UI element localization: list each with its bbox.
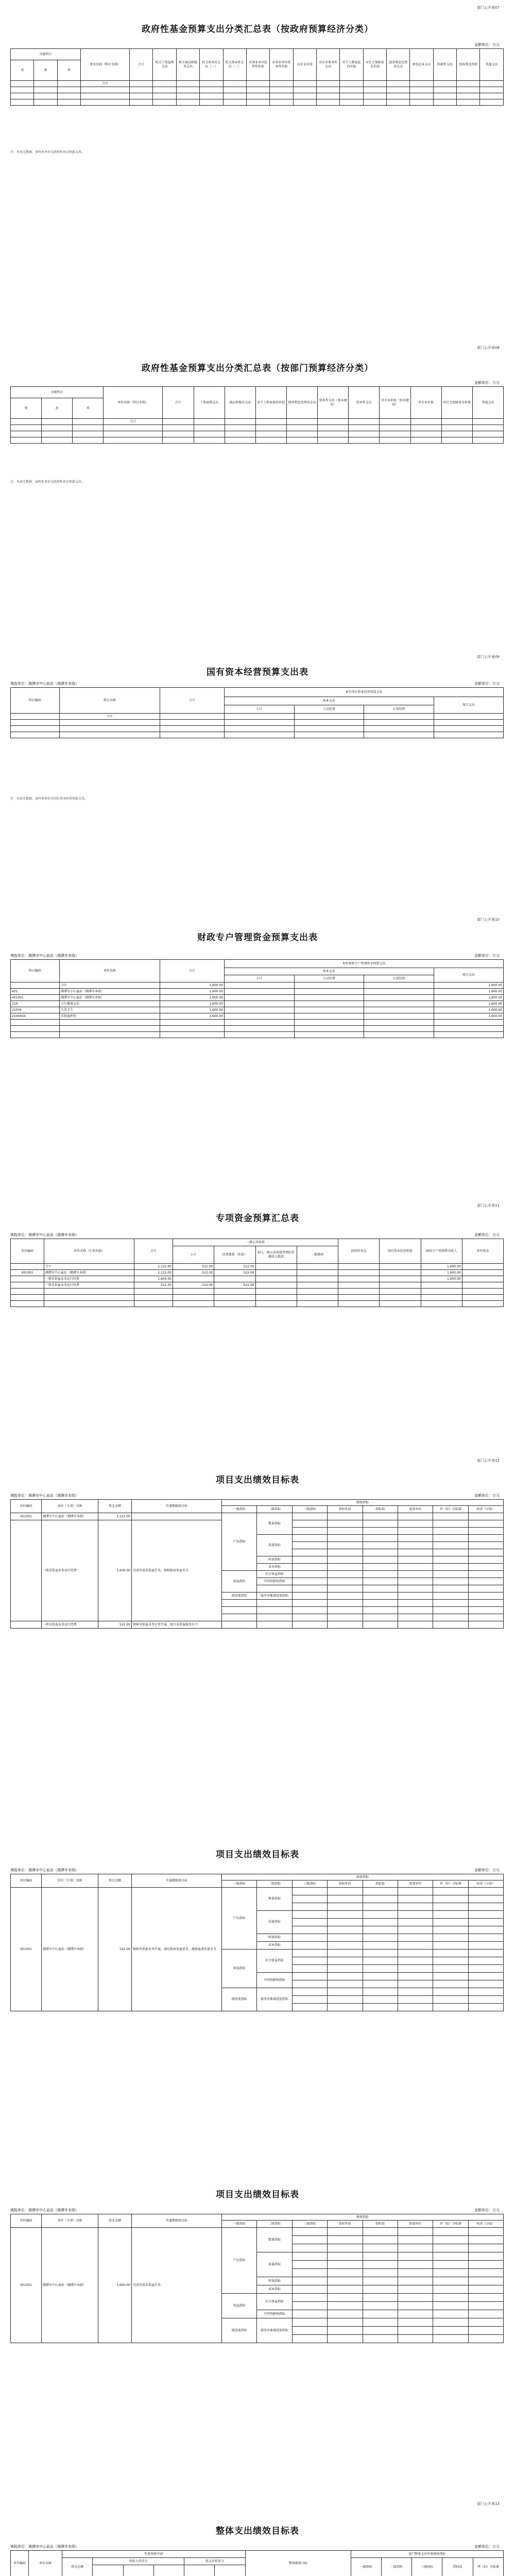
unit-name: 填报单位：湘潭市中心血站（湘潭市本级） (10, 1494, 79, 1498)
sheet-number: 部门公开表07 (477, 6, 500, 10)
project-perf-table-1: 单位编码 单位（专项）名称 资金金额 实施期绩效目标 绩效指标 一级指标 二级指标 三级指标 指标性质 指标值 度量单位 评（扣）分标准 权重（分值） 451001 湘潭市中心血站（湘潭市本级） 2,122.00 产出指标 数量指标 一般采供血业务运行经费 1,600.00 完成年度采供血任务，保障临床用血安全 质量指标 时效指标 成本指标 效益指标 社会效益指标 可持续影响指标 满意度指标 服务对象满意度指标 一般采供血业务运行经费 522.00 保障采供血业务正常开展，提升采供血服务水平 (10, 1499, 504, 1629)
sheet-number: 部门公开表08 (477, 346, 500, 350)
unit-label: 金额单位：万元 (474, 1494, 500, 1498)
page-title: 政府性基金预算支出分类汇总表（按政府预算经济分类） (142, 24, 373, 35)
unit-name: 填报单位：湘潭市中心血站（湘潭市本级） (10, 2208, 79, 2212)
table-row: 451001 湘潭市中心血站（湘潭市本级） 2,122.00 522.00 522.00 1,600.00 (11, 1270, 504, 1276)
project-perf-table-2: 单位编码 单位（专项）名称 资金金额 实施期绩效目标 绩效指标 一级指标 二级指标 三级指标 指标性质 指标值 度量单位 评（扣）分标准 权重（分值） 451001 湘潭市中心血站（湘潭市本级） 522.00 保障采供血业务开展，满足临床用血需求，确保血液质量安全 产出指标 数量指标 质量指标 时效指标 成本指标 效益指标 社会效益指标 可持续影响指标 满意度指标 服务对象满意度指标 (10, 1874, 504, 2011)
page-title: 项目支出绩效目标表 (216, 1475, 299, 1485)
page-title: 专项资金预算汇总表 (216, 1213, 299, 1224)
sheet-number: 部门公开表13 (477, 2502, 500, 2506)
table-note: 注：本表无数据，表明本单位无国有资本经营预算支出。 (10, 797, 88, 801)
unit-name: 填报单位：湘潭市中心血站（湘潭市本级） (10, 954, 79, 958)
table-note: 注：本表无数据，表明本单位无政府性基金预算支出。 (10, 150, 85, 154)
page-title: 项目支出绩效目标表 (216, 2190, 299, 2200)
unit-label: 金额单位：万元 (474, 1868, 500, 1872)
table-row: 21004 公共卫生 1,600.00 1,600.00 (11, 1007, 504, 1013)
page-title: 整体支出绩效目标表 (216, 2526, 299, 2536)
unit-name: 填报单位：湘潭市中心血站（湘潭市本级） (10, 2545, 79, 2549)
page-title: 政府性基金预算支出分类汇总表（按部门预算经济分类） (142, 363, 373, 374)
gov-fund-dept-table: 功能科目 单位名称（科目名称） 合计 工资福利支出 商品和服务支出 对个人和家庭的补助 债务利息及费用支出 资本性支出（基本建设） 资本性支出 对企业补助（基本建设） 对企业补助 对社会保障基金补助 其他支出 类 款 项 合计 (10, 386, 504, 444)
sheet-number: 部门公开表12 (477, 1459, 500, 1463)
whole-perf-table-1: 单位编码 单位名称 年度预算申请 整体绩效目标 部门整体支出年度绩效指标 资金总额 按收入性质分 按支出性质分 一级指标 二级指标 三级指标 指标值 评（扣）分标准 (10, 2550, 504, 2576)
table-row: 451001 湘潭市中心血站（湘潭市本级） 1,600.00 1,600.00 (11, 995, 504, 1001)
table-note: 注：本表无数据，表明本单位无政府性基金预算支出。 (10, 480, 85, 484)
page-title: 国有资本经营预算支出表 (207, 667, 308, 677)
unit-name: 填报单位：湘潭市中心血站（湘潭市本级） (10, 1233, 79, 1237)
unit-name: 填报单位：湘潭市中心血站（湘潭市本级） (10, 1868, 79, 1872)
sheet-number: 部门公开表10 (477, 918, 500, 922)
unit-label: 金额单位：万元 (474, 682, 500, 686)
fiscal-account-table: 科目编码 单位名称 合计 本年财政专户管理资金预算支出 基本支出 项目支出 小计 人员经费 公用经费 合计 1,600.00 1,600.00 451 湘潭市中心血站（湘潭市本级） 1,600.00 1,600.00 451001 湘潭市中心血站（湘潭市本级） 1,600.00 1,600.00 210 卫生健康支出 1,600.00 1,600.00 21004 公共卫生 1,600.00 1,600.00 2100404 采供血机构 1,600.00 1,600.00 (10, 959, 504, 1038)
unit-label: 金额单位：万元 (474, 43, 500, 47)
table-row: 合计 2,122.00 522.00 522.00 1,600.00 (11, 1264, 504, 1270)
special-funds-table: 单位编码 单位名称（专项名称） 合计 一般公共预算 政府性基金 国有资本经营预算 财政专户管理资金收入 单位资金 小计 经费拨款（补助） 纳入一般公共预算管理的非税收入拨款 一般债券 合计 2,122.00 522.00 522.00 1,600.00 451001 湘潭市中心血站（湘潭市本级） 2,122.00 522.00 522.00 1,600.00 一般采供血业务运行经费 1,600.00 1,600.00 一般采供血业务运行经费 522.00 522.00 522.00 (10, 1239, 504, 1307)
project-perf-table-3: 单位编码 单位（专项）名称 资金金额 实施期绩效目标 绩效指标 一级指标 二级指标 三级指标 指标性质 指标值 度量单位 评（扣）分标准 权重（分值） 451001 湘潭市中心血站（湘潭市本级） 1,600.00 完成年度采供血任务 产出指标 数量指标 质量指标 时效指标 成本指标 效益指标 社会效益指标 可持续影响指标 满意度指标 服务对象满意度指标 (10, 2214, 504, 2343)
unit-label: 金额单位：万元 (474, 954, 500, 958)
table-row: 一般采供血业务运行经费 1,600.00 1,600.00 (11, 1276, 504, 1282)
unit-label: 金额单位：万元 (474, 2208, 500, 2212)
state-capital-table: 科目编码 科目名称 合计 本年国有资本经营预算支出 基本支出 项目支出 小计 人员经费 公用经费 合计 (10, 687, 504, 738)
table-row: 2100404 采供血机构 1,600.00 1,600.00 (11, 1013, 504, 1020)
table-row: 210 卫生健康支出 1,600.00 1,600.00 (11, 1001, 504, 1007)
unit-name: 填报单位：湘潭市中心血站（湘潭市本级） (10, 682, 79, 686)
unit-label: 金额单位：万元 (474, 1233, 500, 1237)
page-title: 财政专户管理资金预算支出表 (197, 933, 318, 943)
unit-label: 金额单位：万元 (474, 381, 500, 385)
page-title: 项目支出绩效目标表 (216, 1850, 299, 1860)
table-row: 一般采供血业务运行经费 522.00 522.00 522.00 (11, 1282, 504, 1289)
sheet-number: 部门公开表11 (477, 1204, 500, 1208)
unit-label: 金额单位：万元 (474, 2545, 500, 2549)
sheet-number: 部门公开表09 (477, 655, 500, 659)
gov-fund-econ-table: 功能科目 单位名称（科目名称） 合计 机关工资福利支出 机关商品和服务支出 机关资本性支出（一） 机关资本性支出（二） 对事业单位经常性补助 对事业单位资本性补助 对企业补助 对企业资本性支出 对个人和家庭的补助 对社会保障基金补助 债务利息及费用支出 债务还本支出 转移性支出 预备费及预留 其他支出 类 款 项 合计 (10, 48, 504, 106)
table-row: 451 湘潭市中心血站（湘潭市本级） 1,600.00 1,600.00 (11, 989, 504, 995)
table-row: 合计 1,600.00 1,600.00 (11, 982, 504, 989)
